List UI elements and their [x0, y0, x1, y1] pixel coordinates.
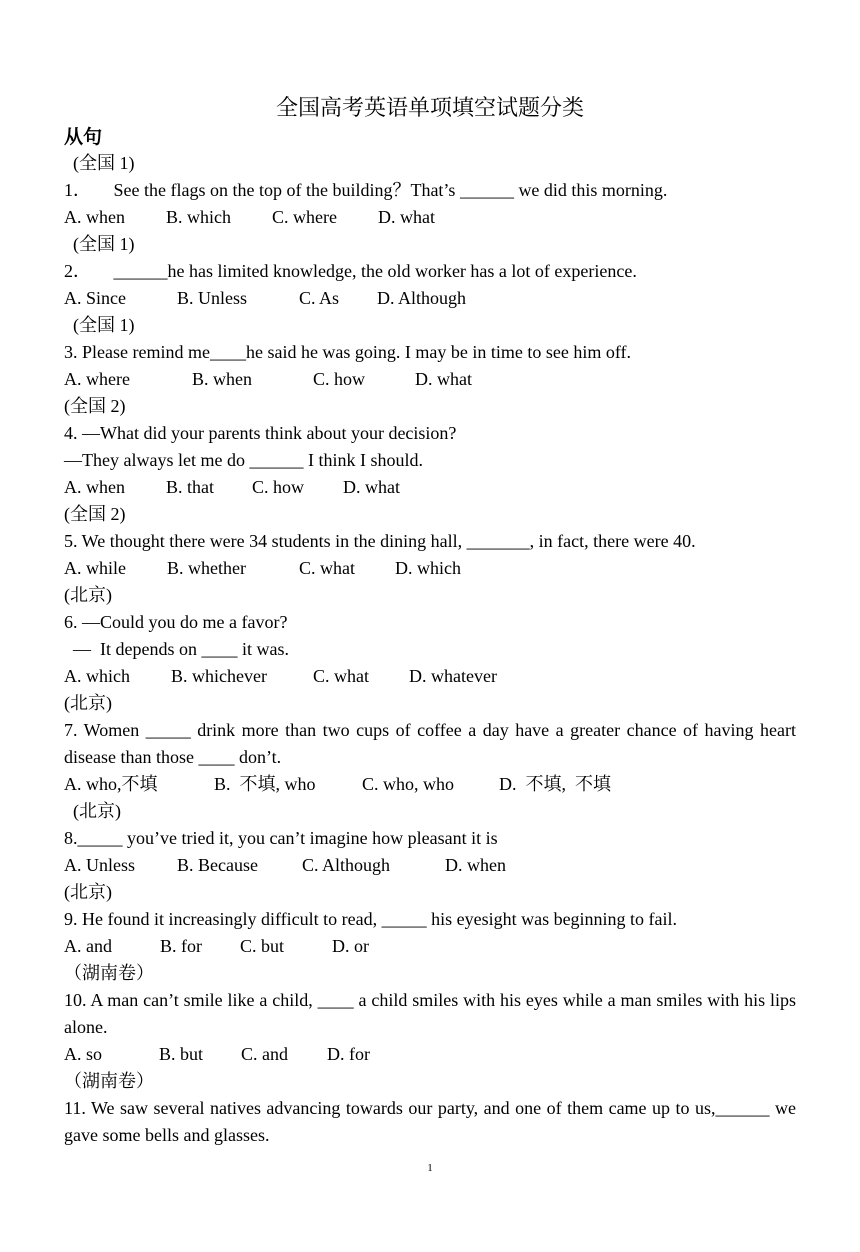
option-b: B. Unless [177, 288, 248, 308]
option-a: A. so [64, 1044, 103, 1064]
option-c: C. who, who [362, 774, 455, 794]
option-d: D. Although [377, 288, 467, 308]
question [64, 150, 796, 231]
question-list [64, 150, 796, 1149]
question-source: (全国 1) [73, 153, 135, 173]
option-a: A. and [64, 936, 112, 956]
section-heading: 从句 [64, 127, 103, 148]
answer-options [64, 204, 796, 231]
answer-options [64, 366, 796, 393]
question [64, 501, 796, 582]
answer-options [64, 285, 796, 312]
option-b: B. which [166, 207, 231, 227]
option-a: A. who,不填 [64, 774, 158, 794]
question-source: (全国 2) [64, 396, 126, 416]
question-stem: 8._____ you’ve tried it, you can’t imagine how pleasant it is [64, 828, 498, 848]
answer-options [64, 771, 796, 798]
option-c: C. what [313, 666, 369, 686]
answer-options [64, 1041, 796, 1068]
option-a: A. when [64, 207, 125, 227]
question [64, 798, 796, 879]
question-source: (北京) [64, 693, 112, 713]
answer-options [64, 852, 796, 879]
option-a: A. which [64, 666, 130, 686]
question [64, 393, 796, 501]
page-number: 1 [427, 1162, 433, 1174]
question-stem: 1． See the flags on the top of the building？That’s ______ we did this morning. [64, 180, 668, 200]
question-source: (北京) [73, 801, 121, 821]
option-d: D. or [332, 936, 369, 956]
question [64, 1068, 796, 1149]
question-source: (全国 1) [73, 234, 135, 254]
option-b: B. Because [177, 855, 258, 875]
question-stem: 3. Please remind me____he said he was going. I may be in time to see him off. [64, 342, 632, 362]
option-b: B. but [159, 1044, 204, 1064]
option-c: C. what [299, 558, 355, 578]
option-c: C. but [240, 936, 285, 956]
option-a: A. Since [64, 288, 126, 308]
question [64, 960, 796, 1068]
option-c: C. and [241, 1044, 288, 1064]
option-d: D. for [327, 1044, 370, 1064]
question-source: (北京) [64, 882, 112, 902]
option-d: D. which [395, 558, 461, 578]
option-d: D. whatever [409, 666, 497, 686]
option-c: C. how [252, 477, 305, 497]
option-d: D. what [415, 369, 472, 389]
document-title: 全国高考英语单项填空试题分类 [275, 95, 584, 120]
question-stem: 5. We thought there were 34 students in the dining hall, _______, in fact, there were 40. [64, 531, 696, 551]
option-b: B. that [166, 477, 214, 497]
option-b: B. 不填, who [214, 774, 316, 794]
option-b: B. when [192, 369, 252, 389]
answer-options [64, 933, 796, 960]
question-stem: —They always let me do ______ I think I should. [64, 450, 423, 470]
question-stem: 4. —What did your parents think about your decision? [64, 423, 457, 443]
option-b: B. whichever [171, 666, 267, 686]
question-stem: 6. —Could you do me a favor? [64, 612, 288, 632]
answer-options [64, 555, 796, 582]
answer-options [64, 663, 796, 690]
question [64, 231, 796, 312]
option-a: A. where [64, 369, 130, 389]
question-source: (全国 1) [73, 315, 135, 335]
option-c: C. how [313, 369, 366, 389]
question [64, 582, 796, 690]
option-c: C. where [272, 207, 337, 227]
question-stem: 9. He found it increasingly difficult to read, _____ his eyesight was beginning to fail. [64, 909, 678, 929]
question [64, 690, 796, 798]
question-source: （湖南卷） [64, 963, 154, 983]
answer-options [64, 474, 796, 501]
option-b: B. whether [167, 558, 246, 578]
question-stem: 2． ______he has limited knowledge, the old worker has a lot of experience. [64, 261, 637, 281]
option-d: D. 不填, 不填 [499, 774, 611, 794]
question-source: (全国 2) [64, 504, 126, 524]
option-a: A. when [64, 477, 125, 497]
question-source: （湖南卷） [64, 1071, 154, 1091]
option-a: A. Unless [64, 855, 135, 875]
question-source: (北京) [64, 585, 112, 605]
option-d: D. what [343, 477, 400, 497]
question-stem: 10. A man can’t smile like a child, ____ a child smiles with his eyes while a man smiles with his lips alone. [64, 990, 796, 1037]
option-c: C. As [299, 288, 340, 308]
question-stem: — It depends on ____ it was. [64, 639, 289, 659]
option-c: C. Although [302, 855, 391, 875]
question-stem: 11. We saw several natives advancing towards our party, and one of them came up to us,______ we gave some bells and glasses. [64, 1098, 796, 1145]
option-b: B. for [160, 936, 202, 956]
option-a: A. while [64, 558, 126, 578]
option-d: D. what [378, 207, 435, 227]
question [64, 879, 796, 960]
question [64, 312, 796, 393]
option-d: D. when [445, 855, 506, 875]
question-stem: 7. Women _____ drink more than two cups of coffee a day have a greater chance of having heart disease than those ____ don’t. [64, 720, 796, 767]
